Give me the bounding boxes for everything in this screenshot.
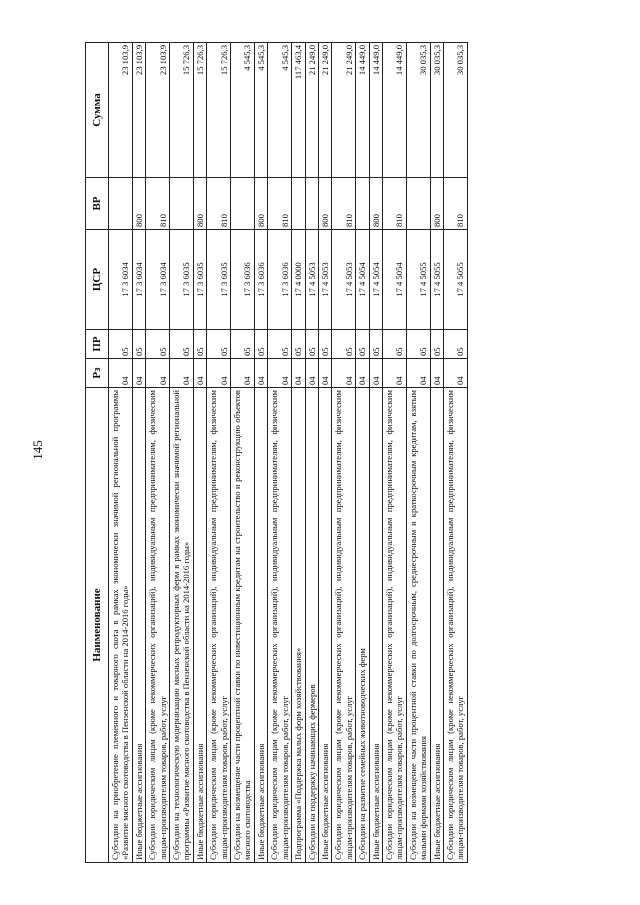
cell-csr: 17 4 5053 (332, 230, 356, 330)
cell-pr: 05 (332, 330, 356, 359)
table-row (231, 43, 255, 863)
cell-csr: 17 3 6035 (207, 230, 231, 330)
table-row (268, 43, 292, 863)
cell-vr: 800 (318, 178, 331, 230)
cell-sum: 21 249,0 (318, 43, 331, 178)
table-row (430, 43, 443, 863)
cell-vr (305, 178, 318, 230)
cell-pr: 05 (254, 330, 267, 359)
cell-csr: 17 3 6036 (268, 230, 292, 330)
budget-table-rotated (85, 43, 605, 863)
table-row (332, 43, 356, 863)
cell-vr: 800 (369, 178, 382, 230)
cell-csr: 17 3 6036 (254, 230, 267, 330)
cell-pr: 05 (268, 330, 292, 359)
cell-rz: 04 (305, 359, 318, 388)
cell-pr: 05 (430, 330, 443, 359)
cell-sum: 30 035,3 (430, 43, 443, 178)
table-row (170, 43, 194, 863)
header-vr: ВР (86, 178, 109, 230)
cell-csr: 17 4 5054 (382, 230, 406, 330)
cell-csr: 17 4 5055 (443, 230, 467, 330)
cell-sum: 15 726,3 (170, 43, 194, 178)
cell-sum: 21 249,0 (332, 43, 356, 178)
cell-name: Иные бюджетные ассигнования (430, 388, 443, 863)
cell-sum: 4 545,3 (268, 43, 292, 178)
cell-pr: 05 (132, 330, 145, 359)
cell-name: Субсидии юридическим лицам (кроме некоммерческих организаций), индивидуальным предпринимателям, физическим лицам-производителям товаров, работ, услуг (268, 388, 292, 863)
cell-name: Иные бюджетные ассигнования (318, 388, 331, 863)
cell-sum: 30 035,3 (406, 43, 430, 178)
table-row (305, 43, 318, 863)
cell-vr (231, 178, 255, 230)
cell-csr: 17 4 5055 (430, 230, 443, 330)
table-row (132, 43, 145, 863)
cell-vr: 810 (382, 178, 406, 230)
cell-rz: 04 (406, 359, 430, 388)
table-row (356, 43, 369, 863)
table-row (109, 43, 133, 863)
cell-name: Субсидии на поддержку начинающих фермеров (305, 388, 318, 863)
cell-name: Субсидии юридическим лицам (кроме некоммерческих организаций), индивидуальным предпринимателям, физическим лицам-производителям товаров, работ, услуг (146, 388, 170, 863)
cell-name: Субсидии юридическим лицам (кроме некоммерческих организаций), индивидуальным предпринимателям, физическим лицам-производителям товаров, работ, услуг (443, 388, 467, 863)
cell-vr: 800 (132, 178, 145, 230)
cell-csr: 17 4 5054 (369, 230, 382, 330)
header-name: Наименование (86, 388, 109, 863)
cell-vr: 810 (332, 178, 356, 230)
table-row (146, 43, 170, 863)
cell-pr: 05 (406, 330, 430, 359)
cell-rz: 04 (332, 359, 356, 388)
cell-rz: 04 (231, 359, 255, 388)
cell-csr: 17 4 5054 (356, 230, 369, 330)
cell-sum: 15 726,3 (207, 43, 231, 178)
cell-sum: 14 449,0 (356, 43, 369, 178)
cell-pr: 05 (109, 330, 133, 359)
cell-pr: 05 (146, 330, 170, 359)
cell-sum: 23 103,9 (146, 43, 170, 178)
cell-vr (406, 178, 430, 230)
cell-sum: 21 249,0 (305, 43, 318, 178)
cell-vr (356, 178, 369, 230)
table-row (318, 43, 331, 863)
cell-csr: 17 3 6034 (109, 230, 133, 330)
cell-pr: 05 (382, 330, 406, 359)
cell-vr (292, 178, 305, 230)
cell-sum: 4 545,3 (254, 43, 267, 178)
header-pr: ПР (86, 330, 109, 359)
cell-csr: 17 4 0000 (292, 230, 305, 330)
cell-pr: 05 (356, 330, 369, 359)
cell-vr: 800 (193, 178, 206, 230)
cell-name: Иные бюджетные ассигнования (254, 388, 267, 863)
table-row (292, 43, 305, 863)
budget-table (85, 42, 468, 863)
cell-csr: 17 4 5055 (406, 230, 430, 330)
table-body (109, 43, 468, 863)
cell-rz: 04 (254, 359, 267, 388)
cell-sum: 14 449,0 (369, 43, 382, 178)
cell-sum: 4 545,3 (231, 43, 255, 178)
cell-name: Субсидии юридическим лицам (кроме некоммерческих организаций), индивидуальным предпринимателям, физическим лицам-производителям товаров, работ, услуг (332, 388, 356, 863)
cell-pr: 05 (231, 330, 255, 359)
cell-vr (170, 178, 194, 230)
cell-name: Иные бюджетные ассигнования (369, 388, 382, 863)
cell-rz: 04 (170, 359, 194, 388)
cell-rz: 04 (132, 359, 145, 388)
cell-sum: 23 103,9 (109, 43, 133, 178)
cell-rz: 04 (207, 359, 231, 388)
table-row (369, 43, 382, 863)
table-row (193, 43, 206, 863)
cell-name: Подпрограмма «Поддержка малых форм хозяйствования» (292, 388, 305, 863)
cell-name: Иные бюджетные ассигнования (193, 388, 206, 863)
cell-name: Субсидии на возмещение части процентной ставки по долгосрочным, среднесрочным и краткосрочным кредитам, взятым малыми формами хозяйствования (406, 388, 430, 863)
cell-pr: 05 (207, 330, 231, 359)
cell-vr: 800 (430, 178, 443, 230)
cell-pr: 05 (292, 330, 305, 359)
cell-vr: 810 (268, 178, 292, 230)
header-csr: ЦСР (86, 230, 109, 330)
cell-sum: 117 463,4 (292, 43, 305, 178)
header-sum: Сумма (86, 43, 109, 178)
cell-name: Субсидии юридическим лицам (кроме некоммерческих организаций), индивидуальным предпринимателям, физическим лицам-производителям товаров, работ, услуг (207, 388, 231, 863)
cell-pr: 05 (318, 330, 331, 359)
table-row (207, 43, 231, 863)
page-number: 145 (30, 440, 45, 460)
table-row (382, 43, 406, 863)
cell-rz: 04 (109, 359, 133, 388)
cell-sum: 15 726,3 (193, 43, 206, 178)
cell-csr: 17 4 5053 (305, 230, 318, 330)
cell-csr: 17 3 6034 (146, 230, 170, 330)
cell-csr: 17 4 5053 (318, 230, 331, 330)
cell-sum: 30 035,3 (443, 43, 467, 178)
header-rz: Рз (86, 359, 109, 388)
cell-name: Субсидии на приобретение племенного и товарного скота в рамках экономически значимой региональной программы «Развитие мясного скотоводства в Пензенской области на 2014-2016 годы» (109, 388, 133, 863)
cell-rz: 04 (369, 359, 382, 388)
cell-rz: 04 (268, 359, 292, 388)
cell-rz: 04 (382, 359, 406, 388)
cell-csr: 17 3 6036 (231, 230, 255, 330)
cell-name: Субсидии юридическим лицам (кроме некоммерческих организаций), индивидуальным предпринимателям, физическим лицам-производителям товаров, работ, услуг (382, 388, 406, 863)
cell-csr: 17 3 6035 (170, 230, 194, 330)
cell-rz: 04 (292, 359, 305, 388)
cell-csr: 17 3 6034 (132, 230, 145, 330)
cell-rz: 04 (443, 359, 467, 388)
cell-name: Субсидии на возмещение части процентной ставки по инвестиционным кредитам на строительство и реконструкцию объектов мясного скотоводства (231, 388, 255, 863)
cell-sum: 23 103,9 (132, 43, 145, 178)
cell-sum: 14 449,0 (382, 43, 406, 178)
cell-name: Иные бюджетные ассигнования (132, 388, 145, 863)
cell-pr: 05 (170, 330, 194, 359)
cell-pr: 05 (305, 330, 318, 359)
cell-vr: 800 (254, 178, 267, 230)
cell-rz: 04 (318, 359, 331, 388)
cell-name: Субсидии на технологическую модернизацию мясных репродукторных ферм в рамках экономически значимой региональной программы «Развитие мясного скотоводства в Пензенской области на 2014-2016 годы» (170, 388, 194, 863)
table-row (406, 43, 430, 863)
cell-name: Субсидии на развитие семейных животноводческих ферм (356, 388, 369, 863)
cell-pr: 05 (193, 330, 206, 359)
table-header-row (86, 43, 109, 863)
cell-vr: 810 (443, 178, 467, 230)
table-row (254, 43, 267, 863)
cell-rz: 04 (146, 359, 170, 388)
cell-rz: 04 (430, 359, 443, 388)
cell-csr: 17 3 6035 (193, 230, 206, 330)
cell-vr: 810 (146, 178, 170, 230)
cell-vr: 810 (207, 178, 231, 230)
cell-pr: 05 (443, 330, 467, 359)
cell-vr (109, 178, 133, 230)
cell-rz: 04 (356, 359, 369, 388)
cell-rz: 04 (193, 359, 206, 388)
table-row (443, 43, 467, 863)
cell-pr: 05 (369, 330, 382, 359)
